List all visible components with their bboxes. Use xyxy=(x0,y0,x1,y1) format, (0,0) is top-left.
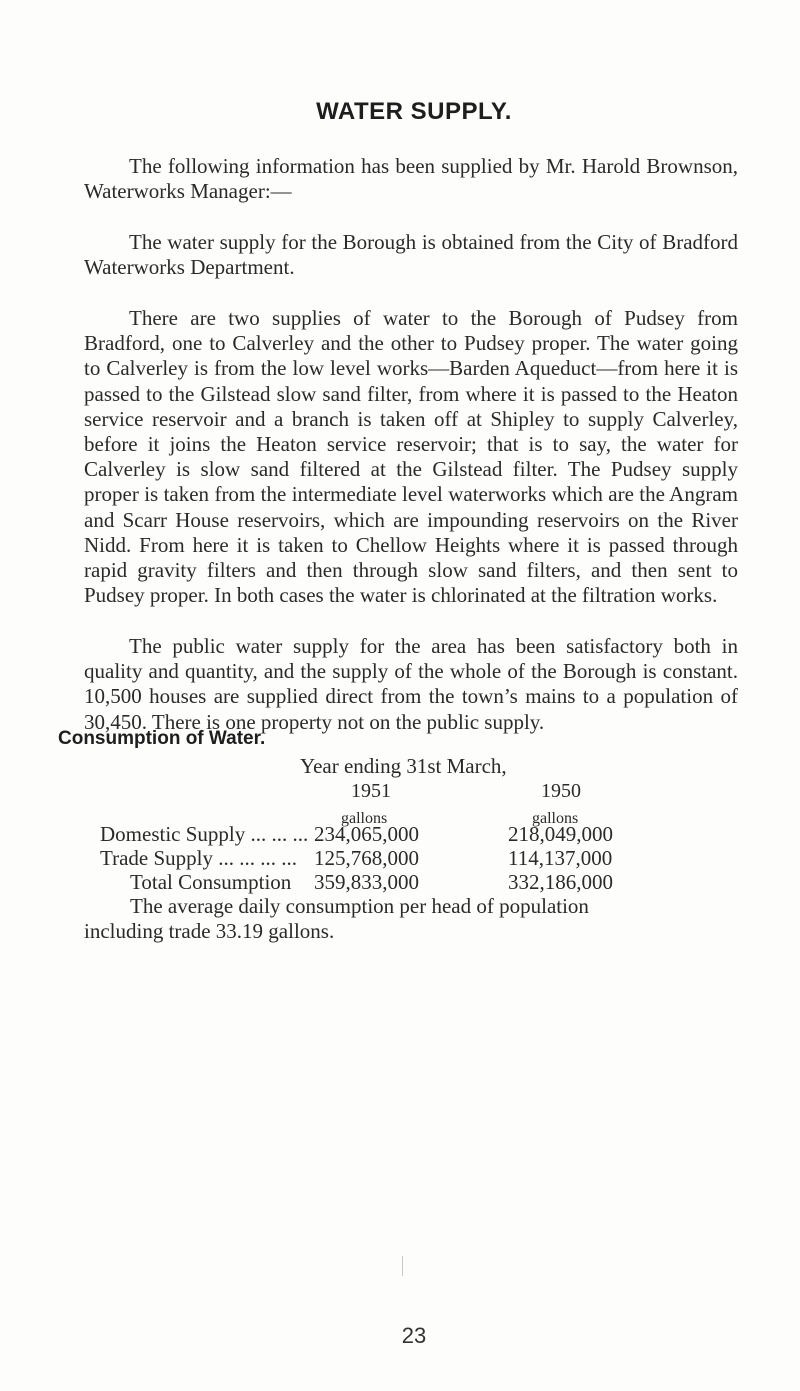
page-number: 23 xyxy=(401,1323,427,1348)
trade-1951: 125,768,000 xyxy=(314,846,419,870)
column-year-1951: 1951 xyxy=(351,780,391,802)
scan-mark xyxy=(402,1256,403,1276)
trade-1950: 114,137,000 xyxy=(508,846,613,870)
column-year-1950: 1950 xyxy=(541,780,581,802)
page-heading: WATER SUPPLY. xyxy=(316,98,512,125)
column-unit-1951: gallons xyxy=(341,810,388,827)
row-label-total: Total Consumption xyxy=(130,870,292,894)
column-unit-1950: gallons xyxy=(532,810,579,827)
source-paragraph: The water supply for the Borough is obtained from the City of Bradford Waterworks Department. xyxy=(84,230,738,280)
total-1950: 332,186,000 xyxy=(508,870,613,894)
row-label-trade: Trade Supply ... ... ... ... xyxy=(100,846,297,870)
intro-paragraph: The following information has been supplied by Mr. Harold Brownson, Waterworks Manager:— xyxy=(84,154,738,204)
note-line-1: The average daily consumption per head of population xyxy=(130,894,589,918)
supply-quality-paragraph: The public water supply for the area has been satisfactory both in quality and quantity, and the supply of the whole of the Borough is constant. 10,500 houses are supplied direct from the town’s mains to a population of 30,450. There is one property not on the public supply. xyxy=(84,634,738,734)
domestic-1950: 218,049,000 xyxy=(508,822,613,846)
note-line-2: including trade 33.19 gallons. xyxy=(84,919,335,943)
supply-routes-paragraph: There are two supplies of water to the Borough of Pudsey from Bradford, one to Calverley and the other to Pudsey proper. The water going to Calverley is from the low level works—Barden Aqueduct—from here it is passed to the Gilstead slow sand filter, from where it is passed to the Heaton service reservoir and a branch is taken off at Shipley to supply Calverley, before it joins the Heaton service reservoir; that is to say, the water for Calverley is slow sand filtered at the Gilstead filter. The Pudsey supply proper is taken from the intermediate level waterworks which are the Angram and Scarr House reservoirs, which are impounding reservoirs on the River Nidd. From here it is taken to Chellow Heights where it is passed through rapid gravity filters and then through slow sand filters, and then sent to Pudsey proper. In both cases the water is chlorinated at the filtration works. xyxy=(84,306,738,608)
row-label-domestic: Domestic Supply ... ... ... xyxy=(100,822,309,846)
total-1951: 359,833,000 xyxy=(314,870,419,894)
average-consumption-note xyxy=(84,894,764,944)
table-caption: Year ending 31st March, xyxy=(300,754,507,778)
domestic-1951: 234,065,000 xyxy=(314,822,419,846)
consumption-heading: Consumption of Water. xyxy=(58,728,266,749)
